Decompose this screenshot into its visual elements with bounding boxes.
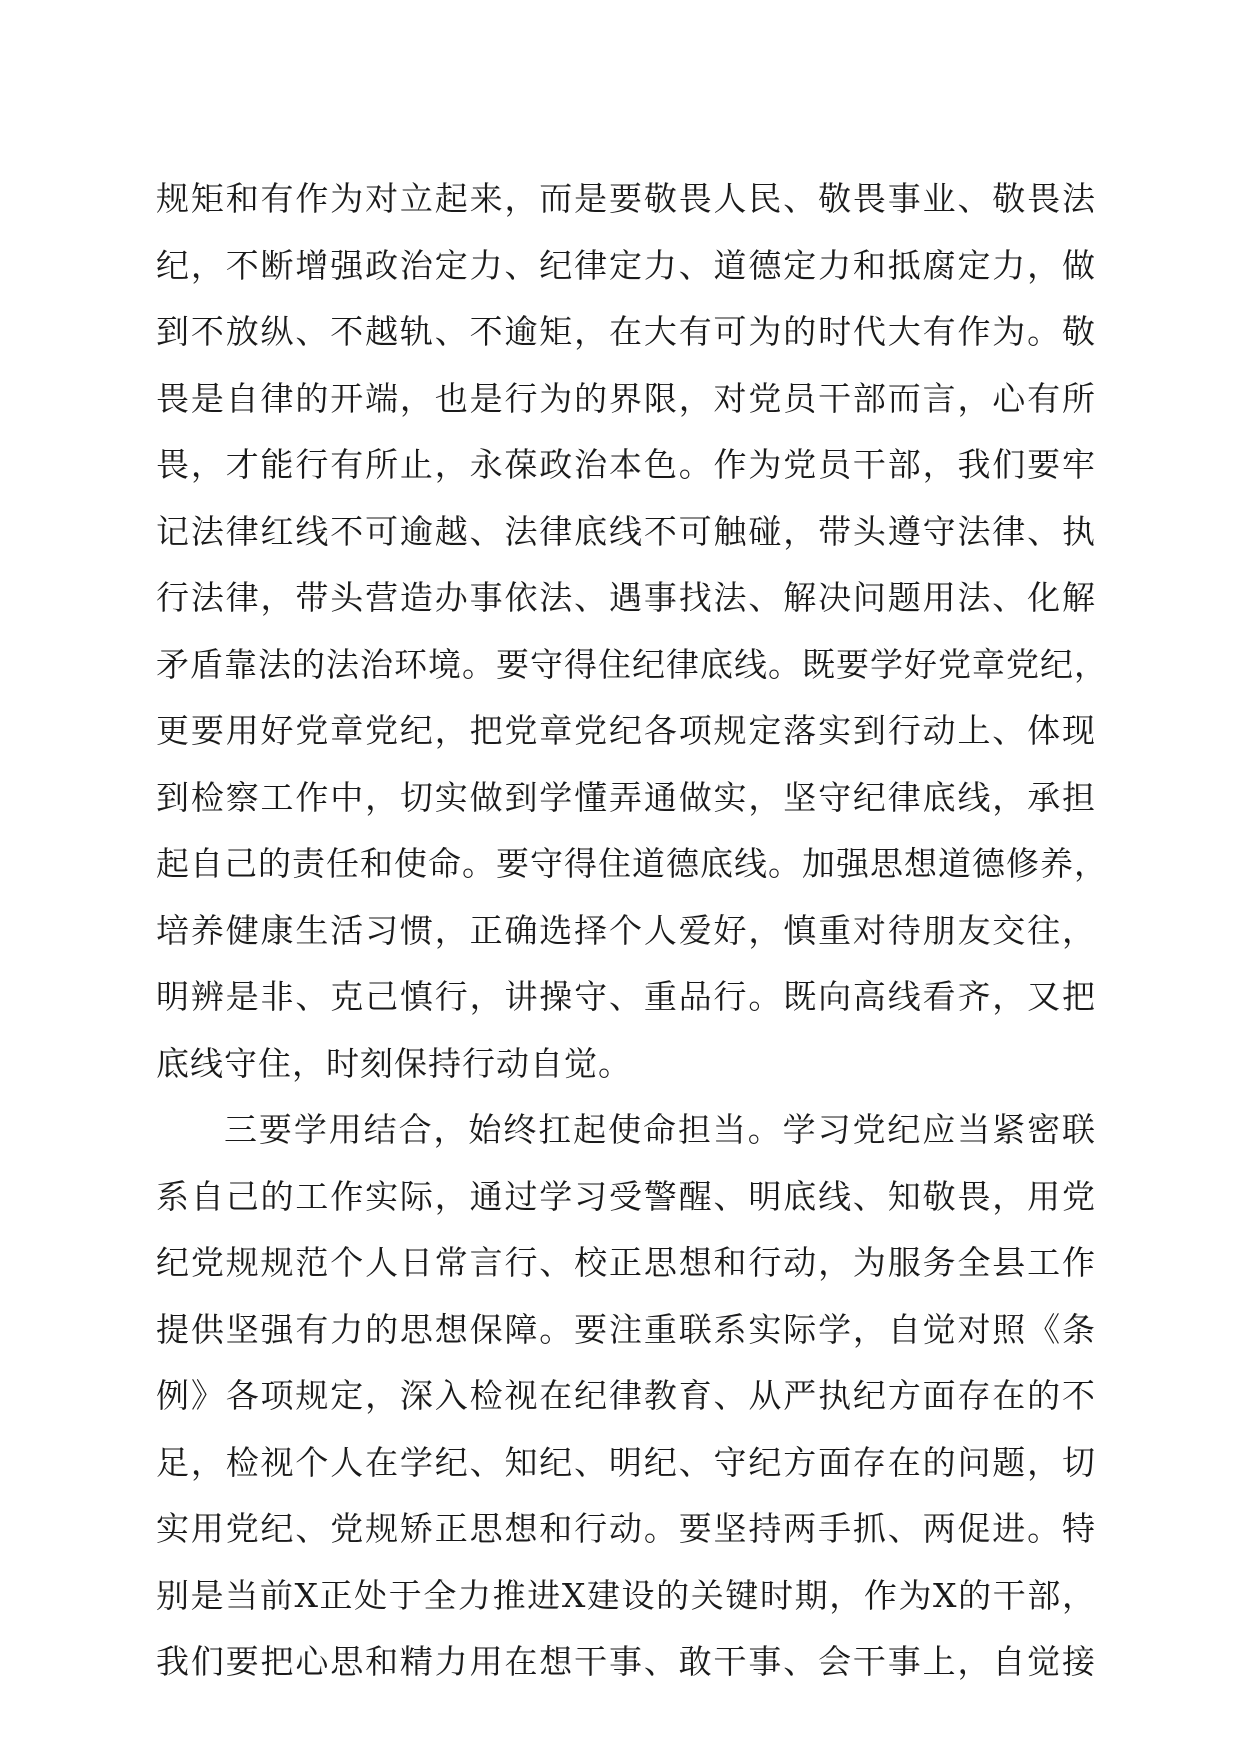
- text-line: 纪党规规范个人日常言行、校正思想和行动，为服务全县工作: [156, 1243, 1096, 1282]
- text-line: 矛盾靠法的法治环境。要守得住纪律底线。既要学好党章党纪，: [156, 644, 1108, 684]
- text-line: 行法律，带头营造办事依法、遇事找法、解决问题用法、化解: [156, 578, 1096, 617]
- text-line: 记法律红线不可逾越、法律底线不可触碰，带头遵守法律、执: [156, 511, 1096, 551]
- document-body: [156, 166, 1108, 1696]
- text-line: 到不放纵、不越轨、不逾矩，在大有可为的时代大有作为。敬: [156, 312, 1096, 351]
- text-line: 更要用好党章党纪，把党章党纪各项规定落实到行动上、体现: [156, 711, 1096, 750]
- text-line: 培养健康生活习惯，正确选择个人爱好，慎重对待朋友交往，: [156, 910, 1096, 950]
- text-line: 别是当前X正处于全力推进X建设的关键时期，作为X的干部，: [156, 1575, 1096, 1615]
- text-line: 畏，才能行有所止，永葆政治本色。作为党员干部，我们要牢: [156, 445, 1096, 484]
- paragraph-2: [156, 1097, 1096, 1696]
- text-line: 例》各项规定，深入检视在纪律教育、从严执纪方面存在的不: [156, 1376, 1096, 1415]
- text-line: 底线守住，时刻保持行动自觉。: [156, 1043, 632, 1083]
- text-line: 起自己的责任和使命。要守得住道德底线。加强思想道德修养，: [156, 844, 1108, 883]
- text-line: 到检察工作中，切实做到学懂弄通做实，坚守纪律底线，承担: [156, 777, 1096, 817]
- text-line: 三要学用结合，始终扛起使命担当。学习党纪应当紧密联: [224, 1110, 1096, 1149]
- text-line: 我们要把心思和精力用在想干事、敢干事、会干事上，自觉接: [156, 1642, 1096, 1681]
- text-line: 足，检视个人在学纪、知纪、明纪、守纪方面存在的问题，切: [156, 1442, 1096, 1482]
- text-line: 实用党纪、党规矫正思想和行动。要坚持两手抓、两促进。特: [156, 1509, 1096, 1548]
- text-line: 明辨是非、克己慎行，讲操守、重品行。既向高线看齐，又把: [156, 977, 1096, 1016]
- text-line: 提供坚强有力的思想保障。要注重联系实际学，自觉对照《条: [156, 1309, 1096, 1349]
- text-line: 纪，不断增强政治定力、纪律定力、道德定力和抵腐定力，做: [156, 245, 1096, 285]
- text-line: 畏是自律的开端，也是行为的界限，对党员干部而言，心有所: [156, 378, 1096, 418]
- text-line: 系自己的工作实际，通过学习受警醒、明底线、知敬畏，用党: [156, 1176, 1096, 1216]
- text-line: 规矩和有作为对立起来，而是要敬畏人民、敬畏事业、敬畏法: [156, 179, 1096, 218]
- paragraph-1: [156, 166, 1108, 1097]
